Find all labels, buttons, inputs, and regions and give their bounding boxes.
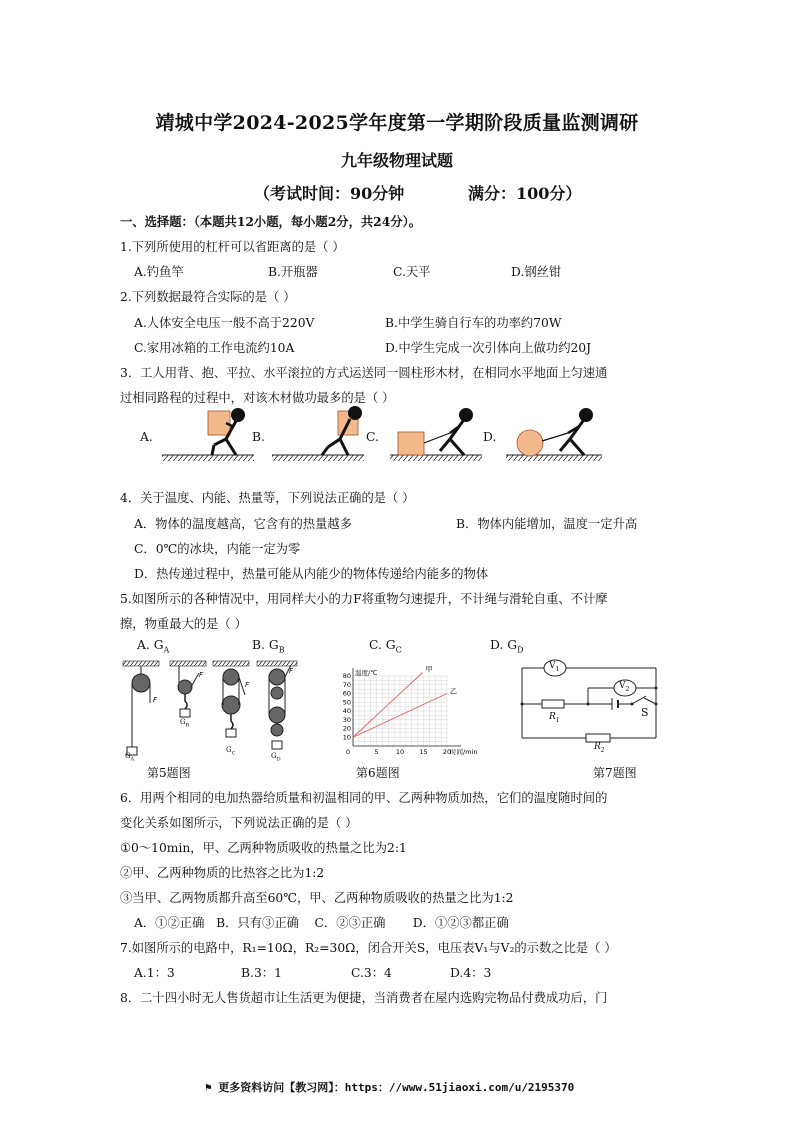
worker-hold-figure (272, 406, 364, 461)
q5-label-d: D. $G_D$ (490, 638, 524, 655)
q3-label-b: B. (252, 430, 265, 444)
q5-weight-d: $G_D$ (271, 752, 281, 763)
section-heading: 一、选择题：（本题共12小题，每小题2分，共24分）。 (120, 214, 422, 229)
q7-option-c: C.3：4 (351, 966, 392, 980)
x-tick-label: 20 (442, 748, 452, 756)
exam-subtitle: 九年级物理试题 (340, 151, 453, 170)
worker-carry-back-figure (162, 408, 254, 461)
exam-score: 满分：100分） (468, 184, 582, 203)
q7-stem: 7.如图所示的电路中，R₁=10Ω，R₂=30Ω，闭合开关S，电压表V₁与V₂的示数之比是（ ） (120, 941, 617, 955)
q1-stem: 1.下列所使用的杠杆可以省距离的是（ ） (120, 240, 345, 254)
q1-option-b: B.开瓶器 (268, 265, 318, 279)
q6-options: A．①②正确 B．只有③正确 C．②③正确 D．①②③都正确 (134, 916, 509, 930)
q6-line1: 6．用两个相同的电加热器给质量和初温相同的甲、乙两种物质加热，它们的温度随时间的 (120, 791, 608, 805)
fig7-caption: 第7题图 (593, 766, 637, 780)
q5-pulley-figure (115, 655, 305, 763)
q4-option-b: B．物体内能增加，温度一定升高 (456, 517, 638, 531)
chart-axes (353, 665, 461, 746)
worker-drag-figure (390, 408, 482, 461)
q3-workers-figure (150, 405, 610, 465)
x-tick-label: 10 (395, 748, 405, 756)
q7-option-d: D.4：3 (450, 966, 492, 980)
q5-line1: 5.如图所示的各种情况中，用同样大小的力F将重物匀速提升，不计绳与滑轮自重、不计摩 (120, 592, 608, 606)
q6-statement-3: ③当甲、乙两物质都升高至60℃，甲、乙两种物质吸收的热量之比为1:2 (120, 891, 514, 905)
q7-option-b: B.3：1 (241, 966, 282, 980)
y-tick-label: 20 (342, 724, 351, 733)
switch-s-label: S (641, 706, 649, 719)
q3-label-d: D. (483, 430, 497, 444)
q5-line2: 擦，物重最大的是（ ） (120, 617, 247, 631)
fig7-circuit (514, 652, 664, 752)
worker-roll-figure (506, 408, 602, 461)
force-label: F (245, 681, 250, 689)
q4-option-c: C．0℃的冰块，内能一定为零 (134, 542, 301, 556)
q3-label-a: A. (140, 430, 153, 444)
origin-label: 0 (345, 748, 350, 756)
fig6-temperature-chart (335, 660, 500, 760)
series-label: 甲 (425, 665, 433, 674)
q3-line2: 过相同路程的过程中，对该木材做功最多的是（ ） (120, 391, 395, 405)
series-line (353, 673, 423, 738)
q6-line2: 变化关系如图所示，下列说法正确的是（ ） (120, 816, 358, 830)
x-tick-label: 5 (374, 748, 379, 756)
y-axis-label: 温度/℃ (355, 669, 378, 677)
y-tick-label: 50 (342, 698, 351, 707)
exam-time: （考试时间：90分钟 (254, 184, 405, 203)
q8-line1: 8．二十四小时无人售货超市让生活更为便捷，当消费者在屋内选购完物品付费成功后，门 (120, 991, 608, 1005)
force-label: F (153, 696, 158, 704)
voltmeter-v1-label: $V_1$ (549, 661, 560, 673)
q6-statement-2: ②甲、乙两种物质的比热容之比为1:2 (120, 866, 325, 880)
q2-option-a: A.人体安全电压一般不高于220V (134, 316, 315, 330)
fig6-caption: 第6题图 (356, 766, 400, 780)
y-tick-label: 30 (342, 715, 351, 724)
x-tick-label: 15 (419, 748, 428, 756)
q1-option-d: D.钢丝钳 (511, 265, 562, 279)
q1-option-c: C.天平 (393, 265, 431, 279)
q5-label-a: A. $G_A$ (137, 638, 170, 655)
y-tick-label: 60 (342, 689, 351, 698)
chart-grid (353, 676, 447, 746)
q3-label-c: C. (366, 430, 379, 444)
fig5-caption: 第5题图 (147, 766, 191, 780)
resistor-r2-label: $R_2$ (594, 742, 605, 754)
exam-title: 靖城中学2024-2025学年度第一学期阶段质量监测调研 (155, 112, 639, 134)
resistor-r1-label: $R_1$ (549, 712, 560, 724)
force-label: F (289, 667, 294, 675)
y-tick-label: 70 (342, 680, 351, 689)
q1-option-a: A.钓鱼竿 (134, 265, 184, 279)
q4-stem: 4．关于温度、内能、热量等，下列说法正确的是（ ） (120, 491, 415, 505)
q3-line1: 3．工人用背、抱、平拉、水平滚拉的方式运送同一圆柱形木材，在相同水平地面上匀速通 (120, 366, 608, 380)
q5-weight-c: $G_C$ (226, 746, 236, 757)
q5-weight-a: $G_A$ (125, 752, 135, 763)
q4-option-d: D．热传递过程中，热量可能从内能少的物体传递给内能多的物体 (134, 567, 489, 581)
footer-link[interactable]: ⚑ 更多资料访问【教习网】：https：//www.51jiaoxi.com/u/2195370 (205, 1081, 575, 1094)
q5-weight-b: $G_B$ (180, 718, 190, 729)
q4-option-a: A．物体的温度越高，它含有的热量越多 (134, 517, 352, 531)
flag-icon: ⚑ (205, 1081, 212, 1094)
series-label: 乙 (450, 687, 457, 696)
q5-label-b: B. $G_B$ (252, 638, 285, 655)
q2-option-b: B.中学生骑自行车的功率约70W (385, 316, 562, 330)
q2-option-c: C.家用冰箱的工作电流约10A (134, 341, 295, 355)
x-axis-label: 时间/min (450, 748, 478, 756)
y-tick-label: 10 (342, 733, 351, 742)
q5-label-c: C. $G_C$ (369, 638, 402, 655)
y-tick-label: 40 (342, 707, 351, 715)
q2-stem: 2.下列数据最符合实际的是（ ） (120, 290, 296, 304)
voltmeter-v2-label: $V_2$ (619, 681, 630, 693)
q6-statement-1: ①0～10min，甲、乙两种物质吸收的热量之比为2:1 (120, 841, 407, 855)
q2-option-d: D.中学生完成一次引体向上做功约20J (385, 341, 592, 355)
y-tick-label: 80 (342, 672, 351, 680)
q7-option-a: A.1：3 (134, 966, 175, 980)
force-label: F (199, 671, 204, 679)
